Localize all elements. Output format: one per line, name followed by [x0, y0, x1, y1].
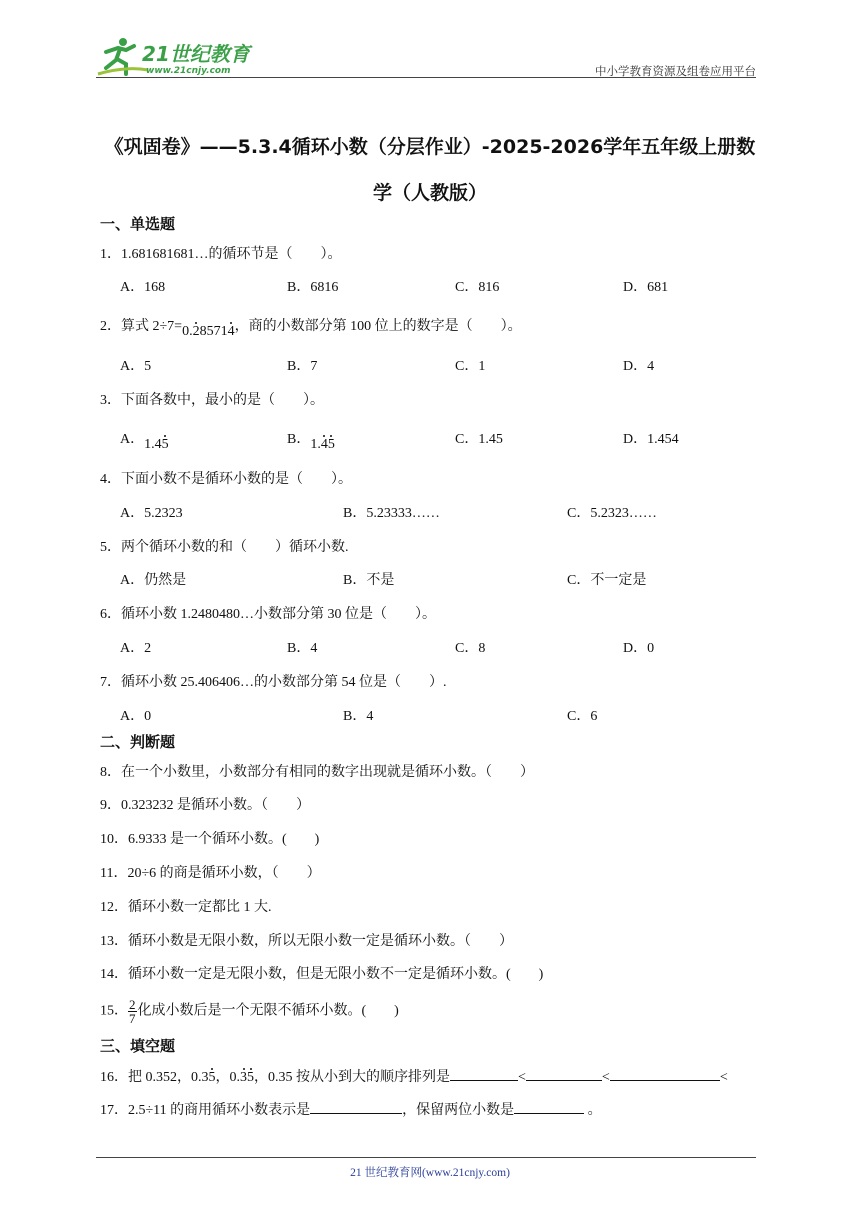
q15-fraction	[128, 998, 137, 1025]
section-heading-true-false: 二、判断题	[100, 733, 176, 751]
svg-text:www.21cnjy.com: www.21cnjy.com	[146, 66, 231, 76]
q16-blank-1[interactable]	[450, 1066, 518, 1081]
question-12: 12．循环小数一定都比 1 大.	[100, 900, 272, 915]
q15-number: 15．	[100, 1003, 128, 1019]
less-than-3: <	[719, 1070, 728, 1085]
q2-repeating-decimal	[182, 324, 235, 339]
q17-blank-2[interactable]	[514, 1099, 584, 1114]
q1-option-a: A．168	[120, 280, 166, 295]
page-header	[96, 36, 756, 78]
q6-option-b: B．4	[287, 641, 318, 656]
less-than-2: <	[601, 1070, 610, 1085]
question-4: 4．下面小数不是循环小数的是（ ）。	[100, 472, 352, 487]
q1-option-c: C．816	[455, 280, 500, 295]
q4-option-b: B．5.23333……	[343, 506, 440, 521]
fraction-numerator: 2	[129, 997, 136, 1012]
q7-option-a: A．0	[120, 709, 152, 724]
q4-option-c: C．5.2323……	[567, 506, 657, 521]
q16-dot-digit: 5	[208, 1070, 216, 1085]
question-3: 3．下面各数中，最小的是（ ）。	[100, 393, 324, 408]
q3-option-c: C．1.45	[455, 432, 503, 447]
q3-b-digits: 1.	[310, 437, 321, 452]
q5-option-c: C．不一定是	[567, 573, 647, 588]
q2-decimal-part: 0.	[182, 324, 193, 339]
q16-dot-digit-b2: 5	[247, 1070, 254, 1085]
header-divider	[96, 77, 756, 78]
header-tagline: 中小学教育资源及组卷应用平台	[595, 66, 756, 78]
section-heading-single-choice: 一、单选题	[100, 215, 176, 233]
q2-decimal-middle: 8571	[199, 324, 228, 339]
page-title-line1: 《巩固卷》——5.3.4循环小数（分层作业）-2025-2026学年五年级上册数	[104, 136, 756, 158]
question-9: 9．0.323232 是循环小数。（ ）	[100, 798, 310, 813]
question-1: 1．1.681681681…的循环节是（ ）。	[100, 247, 342, 262]
runner-logo-icon	[96, 36, 256, 78]
footer-divider	[96, 1157, 756, 1158]
q16-dot-digit-b1: 3	[240, 1070, 247, 1085]
q17-blank-1[interactable]	[310, 1099, 402, 1114]
q2-option-b: B．7	[287, 359, 318, 374]
q2-prefix: 2．算式 2÷7=	[100, 319, 183, 334]
q2-dot-digit-start: 2	[192, 324, 200, 339]
q6-option-a: A．2	[120, 641, 152, 656]
q17-prefix: 17．2.5÷11 的商用循环小数表示是	[100, 1103, 311, 1118]
q3-b-dot-digit-1: 4	[320, 437, 328, 452]
q1-option-b: B．6816	[287, 280, 339, 295]
q3-a-digits: 1.4	[144, 437, 162, 452]
question-14: 14．循环小数一定是无限小数，但是无限小数不一定是循环小数。( )	[100, 967, 544, 982]
fraction-denominator: 7	[129, 1011, 136, 1026]
question-17	[100, 1099, 602, 1119]
q3-a-dot-digit: 5	[161, 437, 169, 452]
q2-option-d: D．4	[623, 359, 655, 374]
q7-option-b: B．4	[343, 709, 374, 724]
q6-option-d: D．0	[623, 641, 655, 656]
question-15	[100, 998, 399, 1025]
section-heading-fill-blank: 三、填空题	[100, 1037, 176, 1055]
question-6: 6．循环小数 1.2480480…小数部分第 30 位是（ ）。	[100, 607, 436, 622]
question-16	[100, 1066, 728, 1086]
q2-option-c: C．1	[455, 359, 486, 374]
question-10: 10．6.9333 是一个循环小数。( )	[100, 832, 320, 847]
logo	[96, 36, 256, 83]
question-7: 7．循环小数 25.406406…的小数部分第 54 位是（ ）.	[100, 675, 447, 690]
q3-option-b-label: B．	[287, 432, 311, 447]
less-than-1: <	[518, 1070, 526, 1085]
q3-option-b	[287, 428, 335, 452]
q3-option-d: D．1.454	[623, 432, 679, 447]
q16-blank-2[interactable]	[526, 1066, 602, 1081]
q17-suffix: 。	[584, 1103, 602, 1118]
question-2	[100, 315, 522, 339]
q15-text: 化成小数后是一个无限不循环小数。( )	[137, 1003, 399, 1019]
q5-option-a: A．仍然是	[120, 573, 187, 588]
question-13: 13．循环小数是无限小数，所以无限小数一定是循环小数。（ ）	[100, 934, 513, 949]
question-5: 5．两个循环小数的和（ ）循环小数.	[100, 540, 349, 555]
page-footer: 21 世纪教育网(www.21cnjy.com)	[350, 1167, 510, 1179]
q4-option-a: A．5.2323	[120, 506, 183, 521]
q5-option-b: B．不是	[343, 573, 395, 588]
q7-option-c: C．6	[567, 709, 598, 724]
q16-prefix: 16．把 0.352，0.3	[100, 1070, 209, 1085]
page-title-line2: 学（人教版）	[372, 182, 487, 204]
q3-option-a-value	[144, 437, 169, 452]
q3-option-b-value	[310, 437, 335, 452]
q17-mid: ，保留两位小数是	[402, 1103, 515, 1118]
q3-option-a-label: A．	[120, 432, 145, 447]
q2-suffix: ，商的小数部分第 100 位上的数字是（ ）。	[234, 319, 522, 334]
question-8: 8．在一个小数里，小数部分有相同的数字出现就是循环小数。（ ）	[100, 765, 534, 780]
q16-mid: ，0.	[215, 1070, 240, 1085]
q2-dot-digit-end: 4	[227, 324, 235, 339]
q3-option-a	[120, 428, 169, 452]
q1-option-d: D．681	[623, 280, 669, 295]
q16-blank-3[interactable]	[610, 1066, 720, 1081]
question-11: 11．20÷6 的商是循环小数，（ ）	[100, 866, 321, 881]
q16-suffix: ，0.35 按从小到大的顺序排列是	[254, 1070, 450, 1085]
q6-option-c: C．8	[455, 641, 486, 656]
q3-b-dot-digit-2: 5	[327, 437, 335, 452]
q2-option-a: A．5	[120, 359, 152, 374]
svg-text:21世纪教育: 21世纪教育	[142, 42, 250, 66]
